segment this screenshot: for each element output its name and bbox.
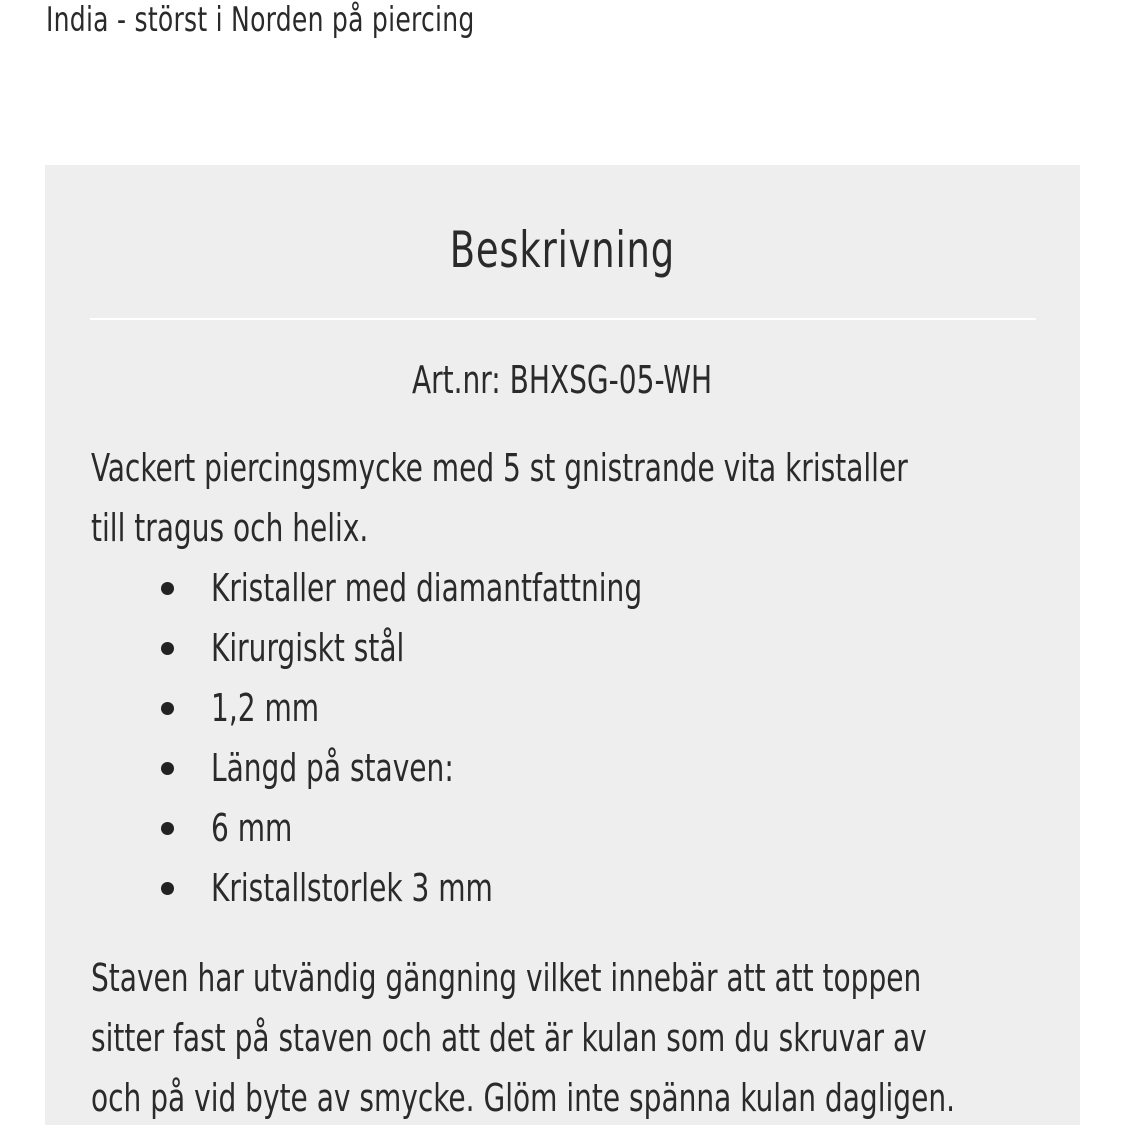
description-title-text: Beskrivning	[449, 221, 676, 279]
bullet-icon	[161, 642, 174, 655]
store-tagline: India - störst i Norden på piercing	[46, 0, 475, 40]
description-outro	[91, 948, 1034, 1128]
bullet-icon	[161, 702, 174, 715]
outro-line: och på vid byte av smycke. Glöm inte spänna kulan dagligen.	[91, 1076, 956, 1120]
outro-line: Staven har utvändig gängning vilket innebär att att toppen	[91, 956, 922, 1000]
feature-text: Kirurgiskt stål	[211, 626, 405, 670]
intro-line: till tragus och helix.	[91, 506, 369, 550]
bullet-icon	[161, 582, 174, 595]
feature-text: 6 mm	[211, 806, 293, 850]
title-divider	[90, 318, 1036, 320]
feature-text: Kristallstorlek 3 mm	[211, 866, 493, 910]
article-number	[0, 356, 1125, 404]
feature-text: 1,2 mm	[211, 686, 320, 730]
feature-text: Kristaller med diamantfattning	[211, 566, 643, 610]
bullet-icon	[161, 762, 174, 775]
bullet-icon	[161, 882, 174, 895]
intro-line: Vackert piercingsmycke med 5 st gnistrande vita kristaller	[91, 446, 908, 490]
bullet-icon	[161, 822, 174, 835]
description-title	[0, 220, 1125, 280]
feature-text: Längd på staven:	[211, 746, 454, 790]
outro-line: sitter fast på staven och att det är kulan som du skruvar av	[91, 1016, 927, 1060]
article-number-text: Art.nr: BHXSG-05-WH	[412, 358, 713, 402]
description-intro	[91, 438, 1034, 558]
